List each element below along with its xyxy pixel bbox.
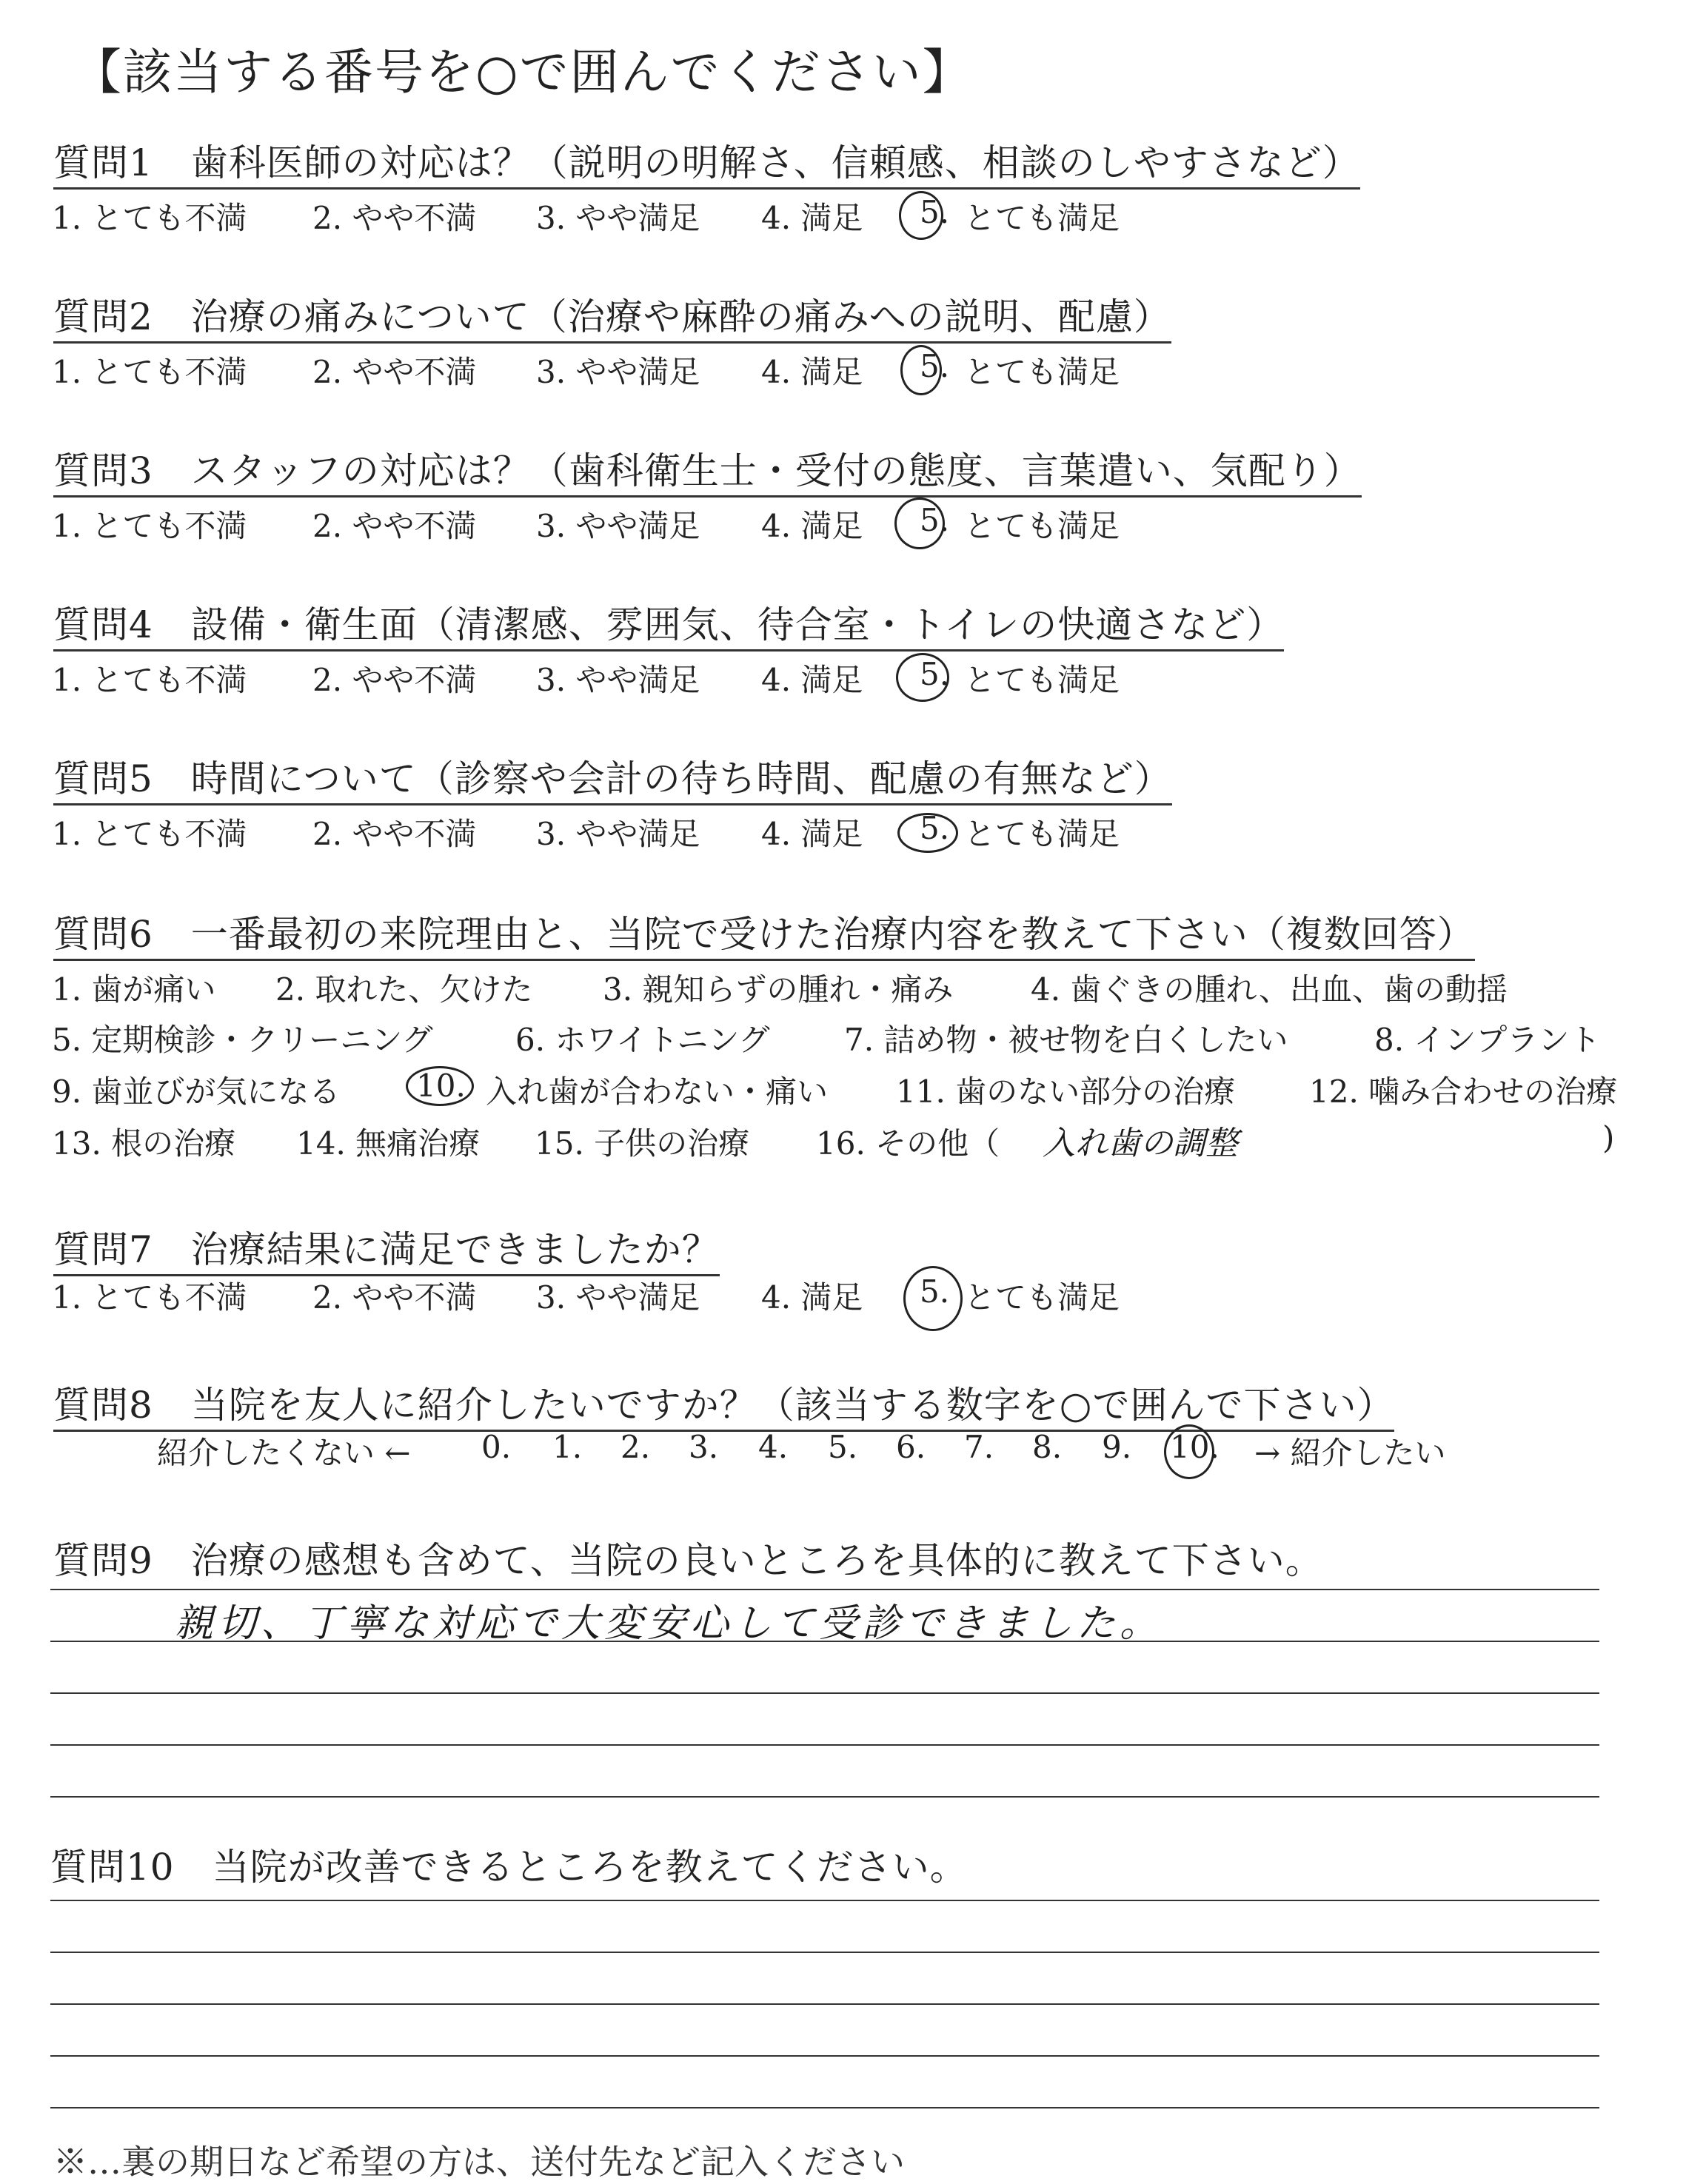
option-1[interactable]: 1. とても不満	[52, 354, 247, 390]
option-12[interactable]: 12. 噛み合わせの治療	[1309, 1073, 1618, 1110]
question-5-options	[52, 810, 1237, 854]
question-7	[53, 1220, 720, 1273]
question-2-options	[52, 348, 1237, 392]
answer-circle	[900, 345, 942, 395]
answer-circle	[894, 498, 945, 549]
option-3[interactable]: 3. やや満足	[536, 200, 700, 236]
option-15[interactable]: 15. 子供の治療	[535, 1125, 750, 1162]
question-8	[53, 1376, 1394, 1429]
scale-0[interactable]: 0.	[481, 1429, 512, 1465]
option-1[interactable]: 1. とても不満	[52, 816, 247, 852]
question-2-label: 質問2 治療の痛みについて（治療や麻酔の痛みへの説明、配慮）	[53, 295, 1171, 344]
question-8-label: 質問8 当院を友人に紹介したいですか？（該当する数字を○で囲んで下さい）	[53, 1384, 1394, 1432]
option-10[interactable]: 10.	[416, 1068, 466, 1104]
option-4[interactable]: 4. 満足	[761, 354, 863, 390]
option-5[interactable]: 5.	[920, 502, 950, 538]
option-1[interactable]: 1. とても不満	[52, 662, 247, 698]
question-6-label: 質問6 一番最初の来院理由と、当院で受けた治療内容を教えて下さい（複数回答）	[53, 913, 1475, 961]
other-handwritten-answer[interactable]: 入れ歯の調整	[1043, 1125, 1238, 1162]
option-14[interactable]: 14. 無痛治療	[296, 1125, 481, 1162]
option-3[interactable]: 3. 親知らずの腫れ・痛み	[603, 971, 954, 1008]
question-1	[53, 133, 1360, 187]
option-4[interactable]: 4. 満足	[761, 200, 863, 236]
answer-line	[50, 2107, 1599, 2108]
question-2	[53, 287, 1171, 341]
option-1[interactable]: 1. とても不満	[52, 508, 247, 544]
option-6[interactable]: 6. ホワイトニング	[515, 1022, 770, 1058]
option-7[interactable]: 7. 詰め物・被せ物を白くしたい	[844, 1022, 1288, 1058]
option-5-label: とても満足	[964, 1279, 1120, 1316]
answer-circle	[1164, 1424, 1214, 1479]
option-3[interactable]: 3. やや満足	[536, 1279, 700, 1316]
scale-right-label: → 紹介したい	[1254, 1435, 1446, 1471]
option-5[interactable]: 5. 定期検診・クリーニング	[52, 1022, 433, 1058]
option-5-label: とても満足	[964, 200, 1120, 236]
scale-6[interactable]: 6.	[896, 1429, 926, 1465]
option-8[interactable]: 8. インプラント	[1374, 1022, 1601, 1058]
answer-circle	[406, 1066, 474, 1106]
option-1[interactable]: 1. 歯が痛い	[52, 971, 216, 1008]
scale-4[interactable]: 4.	[758, 1429, 789, 1465]
question-3-options	[52, 502, 1237, 546]
question-6-row-1	[52, 965, 1651, 1010]
option-2[interactable]: 2. やや不満	[312, 1279, 477, 1316]
question-7-options	[52, 1273, 1237, 1318]
option-2[interactable]: 2. やや不満	[312, 200, 477, 236]
option-13[interactable]: 13. 根の治療	[52, 1125, 236, 1162]
option-3[interactable]: 3. やや満足	[536, 662, 700, 698]
answer-line	[50, 1589, 1599, 1590]
answer-line	[50, 1952, 1599, 1953]
option-2[interactable]: 2. やや不満	[312, 662, 477, 698]
option-3[interactable]: 3. やや満足	[536, 508, 700, 544]
page-title: 【該当する番号を○で囲んでください】	[73, 44, 973, 101]
option-5-label: とても満足	[964, 662, 1120, 698]
option-4[interactable]: 4. 満足	[761, 662, 863, 698]
answer-circle	[903, 1266, 963, 1331]
answer-circle	[897, 813, 958, 853]
question-4-label: 質問4 設備・衛生面（清潔感、雰囲気、待合室・トイレの快適さなど）	[53, 603, 1284, 651]
option-2[interactable]: 2. 取れた、欠けた	[275, 971, 533, 1008]
answer-line	[50, 1796, 1599, 1798]
option-2[interactable]: 2. やや不満	[312, 354, 477, 390]
question-1-label: 質問1 歯科医師の対応は？（説明の明解さ、信頼感、相談のしやすさなど）	[53, 141, 1360, 190]
question-4-options	[52, 656, 1237, 700]
scale-2[interactable]: 2.	[620, 1429, 651, 1465]
other-close-paren: )	[1602, 1119, 1615, 1156]
scale-5[interactable]: 5.	[828, 1429, 858, 1465]
question-10-label: 質問10 当院が改善できるところを教えてください。	[50, 1846, 968, 1889]
option-4[interactable]: 4. 歯ぐきの腫れ、出血、歯の動揺	[1031, 971, 1508, 1008]
option-5[interactable]: 5.	[920, 656, 950, 692]
option-5[interactable]: 5.	[920, 194, 950, 230]
question-7-label: 質問7 治療結果に満足できましたか？	[53, 1228, 720, 1276]
answer-circle	[896, 653, 949, 702]
option-5-label: とても満足	[964, 354, 1120, 390]
scale-left-label: 紹介したくない ←	[157, 1435, 411, 1471]
answer-line	[50, 1744, 1599, 1746]
answer-line	[50, 1641, 1599, 1642]
option-5-label: とても満足	[964, 816, 1120, 852]
option-4[interactable]: 4. 満足	[761, 1279, 863, 1316]
scale-8[interactable]: 8.	[1032, 1429, 1063, 1465]
question-8-scale	[0, 1429, 1706, 1473]
option-4[interactable]: 4. 満足	[761, 816, 863, 852]
option-2[interactable]: 2. やや不満	[312, 816, 477, 852]
question-5-label: 質問5 時間について（診察や会計の待ち時間、配慮の有無など）	[53, 757, 1172, 805]
scale-7[interactable]: 7.	[964, 1429, 994, 1465]
question-6	[53, 905, 1475, 958]
question-9-label: 質問9 治療の感想も含めて、当院の良いところを具体的に教えて下さい。	[53, 1539, 1323, 1582]
option-9[interactable]: 9. 歯並びが気になる	[52, 1073, 341, 1110]
question-6-row-3	[52, 1068, 1666, 1112]
question-6-row-4	[52, 1119, 1651, 1164]
question-5	[53, 749, 1172, 803]
answer-circle	[899, 191, 943, 240]
option-10-label: 入れ歯が合わない・痛い	[486, 1073, 829, 1110]
option-5[interactable]: 5.	[920, 348, 950, 384]
option-11[interactable]: 11. 歯のない部分の治療	[896, 1073, 1236, 1110]
question-4	[53, 595, 1284, 649]
option-5[interactable]: 5.	[920, 1273, 950, 1310]
question-9-handwritten-answer[interactable]: 親切、丁寧な対応で大変安心して受診できました。	[175, 1601, 1163, 1646]
question-3	[53, 441, 1362, 495]
answer-line	[50, 2003, 1599, 2005]
option-5[interactable]: 5.	[920, 810, 950, 846]
question-1-options	[52, 194, 1237, 238]
option-3[interactable]: 3. やや満足	[536, 816, 700, 852]
footer-note: ※…裏の期日など希望の方は、送付先など記入ください	[53, 2142, 905, 2182]
scale-1[interactable]: 1.	[552, 1429, 583, 1465]
option-4[interactable]: 4. 満足	[761, 508, 863, 544]
scale-3[interactable]: 3.	[689, 1429, 719, 1465]
option-2[interactable]: 2. やや不満	[312, 508, 477, 544]
option-1[interactable]: 1. とても不満	[52, 200, 247, 236]
option-5-label: とても満足	[964, 508, 1120, 544]
question-3-label: 質問3 スタッフの対応は？（歯科衛生士・受付の態度、言葉遣い、気配り）	[53, 449, 1362, 498]
question-6-row-2	[52, 1016, 1651, 1060]
answer-line	[50, 1692, 1599, 1694]
option-16[interactable]: 16. その他（	[816, 1125, 1000, 1162]
answer-line	[50, 2055, 1599, 2057]
option-1[interactable]: 1. とても不満	[52, 1279, 247, 1316]
answer-line	[50, 1900, 1599, 1901]
scale-9[interactable]: 9.	[1102, 1429, 1132, 1465]
scale-10[interactable]: 10.	[1170, 1429, 1220, 1465]
option-3[interactable]: 3. やや満足	[536, 354, 700, 390]
